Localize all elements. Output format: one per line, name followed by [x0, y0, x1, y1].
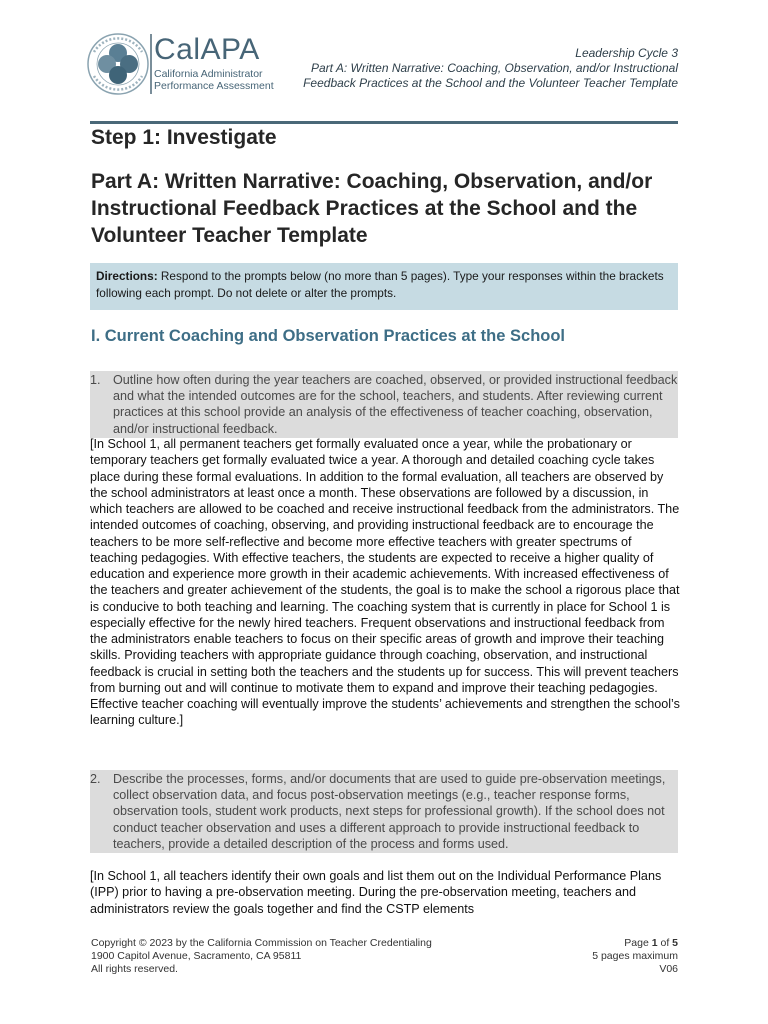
header-divider [90, 121, 678, 124]
response-2[interactable]: [In School 1, all teachers identify their own goals and list them out on the Individual Performance Plans (IPP) prior to having a pre-observation meeting. During the pre-observation meeting, teachers and administrators review the goals together and find the CSTP elements [90, 869, 662, 916]
header-part-line1: Part A: Written Narrative: Coaching, Observation, and/or Instructional [310, 61, 678, 75]
prompt-2 [90, 770, 678, 853]
page-number: Page 1 of 5 [624, 937, 678, 949]
footer-copyright [91, 937, 432, 976]
calapa-seal-icon [86, 32, 150, 96]
step-title: Step 1: Investigate [91, 126, 277, 149]
directions-label: Directions: [96, 269, 158, 283]
logo-divider [150, 34, 152, 94]
part-title: Part A: Written Narrative: Coaching, Observation, and/or Instructional Feedback Practices at the School and the Volunteer Teacher Template [91, 170, 653, 247]
directions-box [90, 263, 678, 310]
directions-text: Respond to the prompts below (no more than 5 pages). Type your responses within the brackets following each prompt. Do not delete or alter the prompts. [96, 269, 664, 300]
prompt-text: Describe the processes, forms, and/or documents that are used to guide pre-observation meetings, collect observation data, and focus post-observation meetings (e.g., teacher response forms, observation tools, student work products, next steps for professional growth). If the school does not conduct teacher observation and uses a different approach to provide instructional feedback to teachers, provide a detailed description of the process and forms used. [113, 772, 666, 851]
header-info [303, 46, 678, 91]
page-header [86, 28, 678, 120]
version-label: V06 [659, 963, 678, 975]
logo-name: CalAPA [154, 33, 260, 66]
header-cycle: Leadership Cycle 3 [575, 46, 678, 60]
copyright-line: Copyright © 2023 by the California Commission on Teacher Credentialing [91, 937, 432, 949]
calapa-logo [86, 28, 274, 98]
prompt-text: Outline how often during the year teachers are coached, observed, or provided instructional feedback and what the intended outcomes are for the school, teachers, and students. After reviewing current practices at this school provide an analysis of the effectiveness of teacher coaching, observation, and/or instructional feedback. [113, 373, 678, 436]
section-heading: I. Current Coaching and Observation Practices at the School [91, 327, 566, 345]
logo-subtitle-line1: California Administrator [154, 68, 263, 80]
footer-page-info [592, 937, 678, 976]
rights-line: All rights reserved. [91, 963, 178, 975]
pages-maximum: 5 pages maximum [592, 950, 678, 962]
logo-subtitle-line2: Performance Assessment [154, 80, 274, 92]
prompt-number: 2. [90, 772, 101, 786]
prompt-number: 1. [90, 373, 101, 387]
header-part-line2: Feedback Practices at the School and the Volunteer Teacher Template [303, 76, 678, 90]
address-line: 1900 Capitol Avenue, Sacramento, CA 95811 [91, 950, 302, 962]
response-1[interactable]: [In School 1, all permanent teachers get formally evaluated once a year, while the probationary or temporary teachers get formally evaluated twice a year. A thorough and detailed coaching cycle takes place during these formal evaluations. In addition to the formal evaluation, all teachers are observed by the school administrators at least once a month. These observations are followed by a discussion, in which teachers are allowed to be coached and receive instructional feedback from the administrators. The intended outcomes of coaching, observing, and providing instructional feedback are to encourage the teachers to be more self-reflective and become more effective teachers with greater spectrums of teaching pedagogies. With effective teachers, the students are expected to receive a higher quality of education and experience more growth in their academic achievements. With increased effectiveness of the teachers and greater achievement of the students, the goal is to make the school a rigorous place that is conducive to both teaching and learning. The coaching system that is currently in place for School 1 is especially effective for the newly hired teachers. Frequent observations and instructional feedback from the administrators enable teachers to focus on their specific areas of growth and improve their teaching skills. Providing teachers with appropriate guidance through coaching, observation, and instructional feedback is crucial in setting both the teachers and the students up for success. This will prevent teachers from burning out and will continue to motivate them to expand and improve their teaching pedagogies. Effective teacher coaching will eventually improve the students’ achievements and strengthen the school’s learning culture.] [90, 437, 680, 728]
prompt-1 [90, 371, 678, 438]
